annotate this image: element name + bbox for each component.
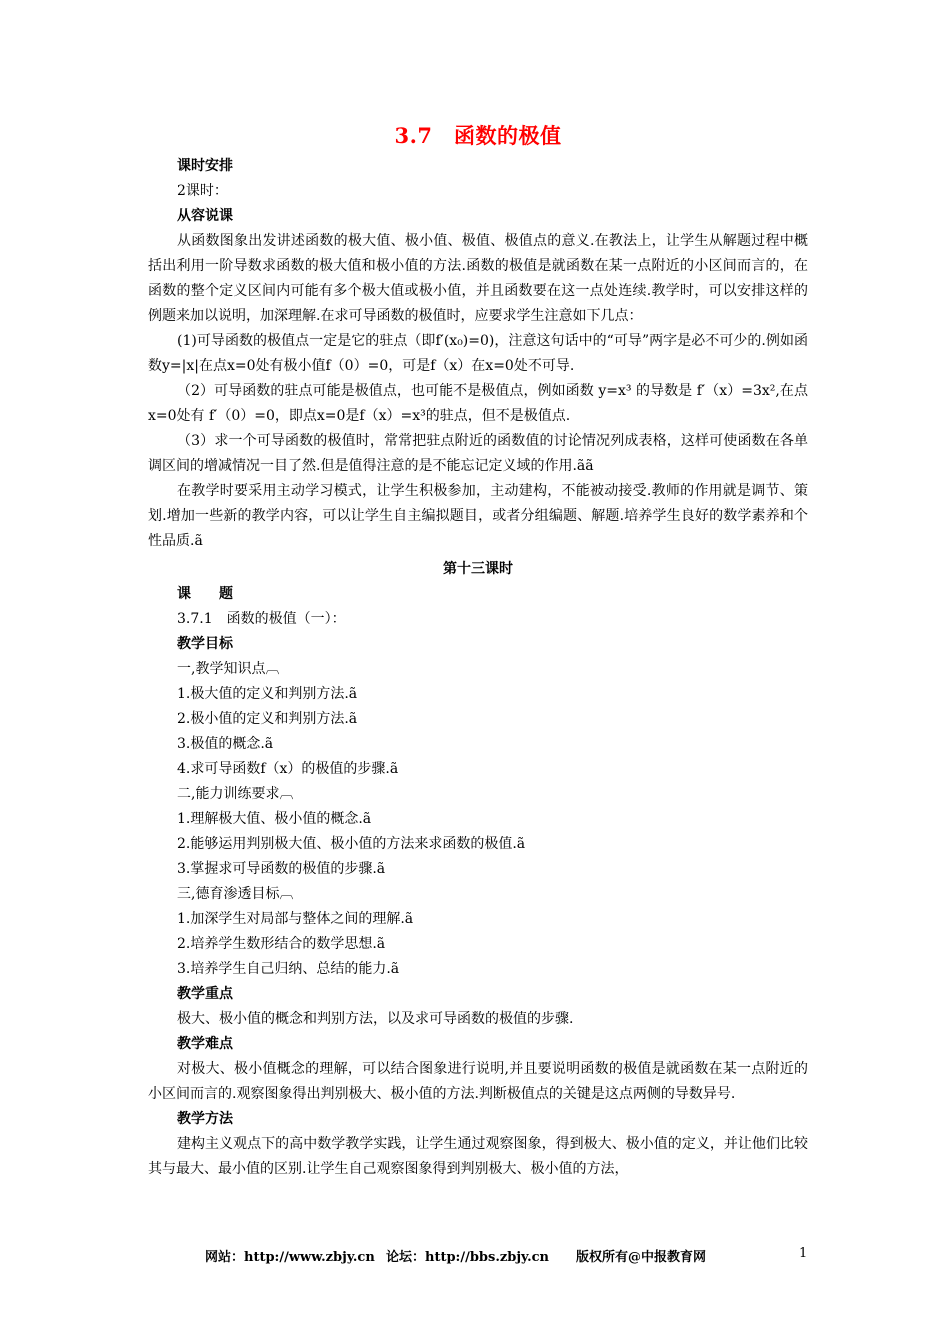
schedule-text: 2课时：	[177, 183, 228, 199]
list-item: 1.极大值的定义和判别方法.ã	[177, 686, 358, 702]
list-item: 3.掌握求可导函数的极值的步骤.ã	[177, 861, 386, 877]
section-heading-method: 教学方法	[177, 1111, 233, 1127]
paragraph: 建构主义观点下的高中数学教学实践，让学生通过观察图象，得到极大、极小值的定义，并让他们比较其与最大、最小值的区别.让学生自己观察图象得到判别极大、极小值的方法，	[148, 1136, 808, 1177]
paragraph: 从函数图象出发讲述函数的极大值、极小值、极值、极值点的意义.在教法上，让学生从解题过程中概括出利用一阶导数求函数的极大值和极小值的方法.函数的极值是就函数在某一点附近的小区间而言的，在函数的整个定义区间内可能有多个极大值或极小值，并且函数要在这一点处连续.教学时，可以安排这样的例题来加以说明，加深理解.在求可导函数的极值时，应要求学生注意如下几点：	[148, 233, 808, 324]
list-item: 3.培养学生自己归纳、总结的能力.ã	[177, 961, 400, 977]
page-footer	[0, 1246, 950, 1268]
section-heading-difficulty: 教学难点	[177, 1036, 233, 1052]
list-item: 2.培养学生数形结合的数学思想.ã	[177, 936, 386, 952]
list-item: 2.能够运用判别极大值、极小值的方法来求函数的极值.ã	[177, 836, 526, 852]
section-heading-goals: 教学目标	[177, 636, 233, 652]
paragraph: 在教学时要采用主动学习模式，让学生积极参加，主动建构，不能被动接受.教师的作用就是调节、策划.增加一些新的教学内容，可以让学生自主编拟题目，或者分组编题、解题.培养学生良好的数学素养和个性品质.ã	[148, 483, 808, 549]
list-item: 1.加深学生对局部与整体之间的理解.ã	[177, 911, 414, 927]
section-heading-talk: 从容说课	[177, 208, 233, 224]
section-heading-key: 教学重点	[177, 986, 233, 1002]
section-heading-schedule: 课时安排	[177, 158, 233, 174]
goal-subheading: 二,能力训练要求︹	[177, 786, 294, 802]
paragraph: (1)可导函数的极值点一定是它的驻点（即f′(x₀)=0)，注意这句话中的“可导”两字是必不可少的.例如函数y=|x|在点x=0处有极小值f（0）=0，可是f（x）在x=0处不可导.	[148, 333, 808, 374]
lesson-heading: 第十三课时	[443, 561, 513, 577]
document-title: 3.7 函数的极值	[394, 123, 562, 148]
goal-subheading: 一,教学知识点︹	[177, 661, 280, 677]
footer-copyright: 版权所有@中报教育网	[576, 1250, 707, 1265]
section-heading-topic: 课 题	[177, 586, 233, 602]
footer-forum-link[interactable]: 论坛：http://bbs.zbjy.cn	[386, 1250, 550, 1265]
paragraph: （3）求一个可导函数的极值时，常常把驻点附近的函数值的讨论情况列成表格，这样可使函数在各单调区间的增减情况一目了然.但是值得注意的是不能忘记定义域的作用.ãã	[148, 433, 808, 474]
list-item: 2.极小值的定义和判别方法.ã	[177, 711, 358, 727]
page-number: 1	[799, 1246, 808, 1261]
topic-text: 3.7.1 函数的极值（一）：	[177, 611, 346, 627]
list-item: 3.极值的概念.ã	[177, 736, 274, 752]
document-page	[148, 120, 808, 1182]
paragraph: 对极大、极小值概念的理解，可以结合图象进行说明,并且要说明函数的极值是就函数在某一点附近的小区间而言的.观察图象得出判别极大、极小值的方法.判断极值点的关键是这点两侧的导数异号.	[148, 1061, 808, 1102]
list-item: 4.求可导函数f（x）的极值的步骤.ã	[177, 761, 399, 777]
paragraph: 极大、极小值的概念和判别方法，以及求可导函数的极值的步骤.	[177, 1011, 574, 1027]
list-item: 1.理解极大值、极小值的概念.ã	[177, 811, 372, 827]
paragraph: （2）可导函数的驻点可能是极值点，也可能不是极值点，例如函数 y=x³ 的导数是 f′（x）=3x²,在点x=0处有 f′（0）=0，即点x=0是f（x）=x³的驻点，但不是极值点.	[148, 383, 808, 424]
goal-subheading: 三,德育渗透目标︹	[177, 886, 294, 902]
footer-website-link[interactable]: 网站：http://www.zbjy.cn	[205, 1250, 375, 1265]
